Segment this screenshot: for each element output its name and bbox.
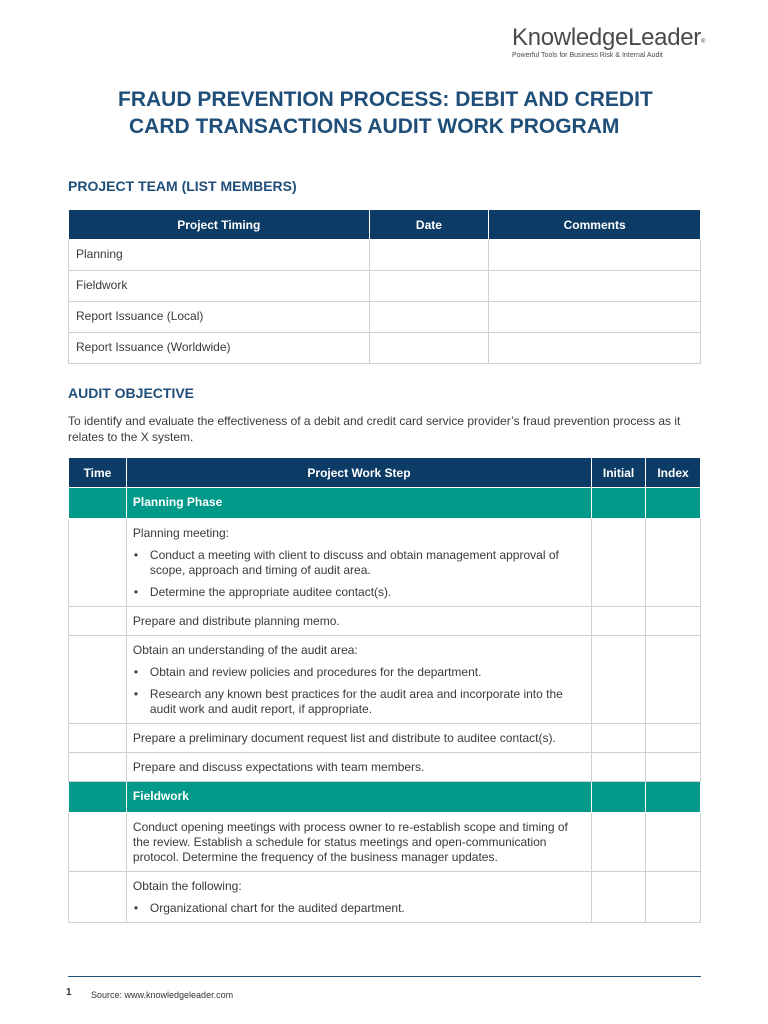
initial-cell[interactable]	[592, 753, 646, 782]
work-step-bullets	[133, 901, 585, 916]
timing-cell: Planning	[69, 240, 370, 271]
phase-time-cell	[69, 488, 127, 519]
time-cell[interactable]	[69, 636, 127, 724]
time-cell[interactable]	[69, 813, 127, 872]
col-header-initial: Initial	[592, 458, 646, 488]
timing-row	[69, 271, 701, 302]
work-step-row	[69, 753, 701, 782]
index-cell[interactable]	[646, 607, 701, 636]
comments-cell[interactable]	[489, 302, 701, 333]
work-step-bullet: • Conduct a meeting with client to discuss and obtain management approval of scope, approach and timing of audit area.	[133, 548, 585, 578]
work-step-text: Prepare a preliminary document request list and distribute to auditee contact(s).	[132, 731, 556, 745]
timing-header-row	[69, 210, 701, 240]
phase-index-cell	[646, 782, 701, 813]
index-cell[interactable]	[646, 872, 701, 923]
time-cell[interactable]	[69, 753, 127, 782]
logo-tagline: Powerful Tools for Business Risk & Internal Audit	[512, 52, 663, 59]
planning-phase-label: Planning Phase	[126, 488, 591, 519]
index-cell[interactable]	[646, 813, 701, 872]
date-cell[interactable]	[369, 302, 489, 333]
index-cell[interactable]	[646, 753, 701, 782]
logo-trademark: ®	[701, 39, 706, 45]
comments-cell[interactable]	[489, 333, 701, 364]
fieldwork-phase-row	[69, 782, 701, 813]
timing-cell: Fieldwork	[69, 271, 370, 302]
comments-cell[interactable]	[489, 271, 701, 302]
initial-cell[interactable]	[592, 872, 646, 923]
work-step-text: Prepare and discuss expectations with team members.	[132, 760, 425, 774]
initial-cell[interactable]	[592, 724, 646, 753]
work-step-cell	[126, 607, 591, 636]
work-step-bullets	[133, 548, 585, 600]
index-cell[interactable]	[646, 724, 701, 753]
col-header-comments: Comments	[489, 210, 701, 240]
logo-wordmark	[512, 24, 712, 52]
index-cell[interactable]	[646, 519, 701, 607]
phase-initial-cell	[592, 782, 646, 813]
work-step-cell	[126, 724, 591, 753]
time-cell[interactable]	[69, 519, 127, 607]
col-header-date: Date	[369, 210, 489, 240]
logo-name-part1: Knowledge	[512, 24, 629, 51]
footer-divider	[68, 976, 701, 977]
work-step-row	[69, 519, 701, 607]
audit-objective-heading: AUDIT OBJECTIVE	[68, 385, 195, 401]
timing-row	[69, 302, 701, 333]
phase-initial-cell	[592, 488, 646, 519]
project-timing-table	[68, 209, 701, 364]
work-step-row	[69, 813, 701, 872]
work-program-table	[68, 457, 701, 923]
phase-index-cell	[646, 488, 701, 519]
work-step-text: Conduct opening meetings with process owner to re-establish scope and timing of the review. Establish a schedule for status meetings and open-communication protocol. Determine the frequency of the business manager updates.	[132, 820, 568, 864]
col-header-index: Index	[646, 458, 701, 488]
timing-cell: Report Issuance (Local)	[69, 302, 370, 333]
initial-cell[interactable]	[592, 813, 646, 872]
col-header-work-step: Project Work Step	[126, 458, 591, 488]
phase-time-cell	[69, 782, 127, 813]
project-team-heading: PROJECT TEAM (LIST MEMBERS)	[68, 178, 297, 194]
planning-phase-row	[69, 488, 701, 519]
date-cell[interactable]	[369, 271, 489, 302]
initial-cell[interactable]	[592, 519, 646, 607]
work-step-cell	[126, 636, 591, 724]
document-title	[118, 86, 718, 140]
time-cell[interactable]	[69, 607, 127, 636]
work-step-bullet: • Obtain and review policies and procedures for the department.	[133, 665, 585, 680]
work-step-cell	[126, 753, 591, 782]
work-step-text: Planning meeting:	[132, 526, 229, 540]
title-line-2: CARD TRANSACTIONS AUDIT WORK PROGRAM	[129, 115, 620, 138]
initial-cell[interactable]	[592, 636, 646, 724]
work-step-bullet: • Research any known best practices for the audit area and incorporate into the audit work and audit report, if appropriate.	[133, 687, 585, 717]
date-cell[interactable]	[369, 240, 489, 271]
work-step-row	[69, 872, 701, 923]
initial-cell[interactable]	[592, 607, 646, 636]
logo-name-part2: Leader	[628, 24, 701, 51]
work-step-bullet: • Organizational chart for the audited department.	[133, 901, 585, 916]
knowledgeleader-logo	[512, 24, 712, 59]
page-number: 1	[66, 987, 72, 998]
work-step-bullets	[133, 665, 585, 717]
timing-row	[69, 240, 701, 271]
col-header-time: Time	[69, 458, 127, 488]
col-header-project-timing: Project Timing	[69, 210, 370, 240]
work-step-text: Prepare and distribute planning memo.	[132, 614, 340, 628]
fieldwork-phase-label: Fieldwork	[126, 782, 591, 813]
timing-cell: Report Issuance (Worldwide)	[69, 333, 370, 364]
work-step-row	[69, 607, 701, 636]
work-step-bullet: • Determine the appropriate auditee contact(s).	[133, 585, 585, 600]
timing-row	[69, 333, 701, 364]
time-cell[interactable]	[69, 724, 127, 753]
work-step-row	[69, 724, 701, 753]
work-step-cell	[126, 813, 591, 872]
index-cell[interactable]	[646, 636, 701, 724]
comments-cell[interactable]	[489, 240, 701, 271]
source-link[interactable]: Source: www.knowledgeleader.com	[91, 990, 234, 1000]
work-step-text: Obtain an understanding of the audit area:	[132, 643, 358, 657]
work-step-row	[69, 636, 701, 724]
work-program-header-row	[69, 458, 701, 488]
work-step-cell	[126, 519, 591, 607]
title-line-1: FRAUD PREVENTION PROCESS: DEBIT AND CREDIT	[118, 88, 653, 111]
date-cell[interactable]	[369, 333, 489, 364]
audit-objective-text: To identify and evaluate the effectiveness of a debit and credit card service provider’s fraud prevention process as it relates to the X system.	[68, 414, 681, 444]
work-step-cell	[126, 872, 591, 923]
work-step-text: Obtain the following:	[132, 879, 242, 893]
time-cell[interactable]	[69, 872, 127, 923]
